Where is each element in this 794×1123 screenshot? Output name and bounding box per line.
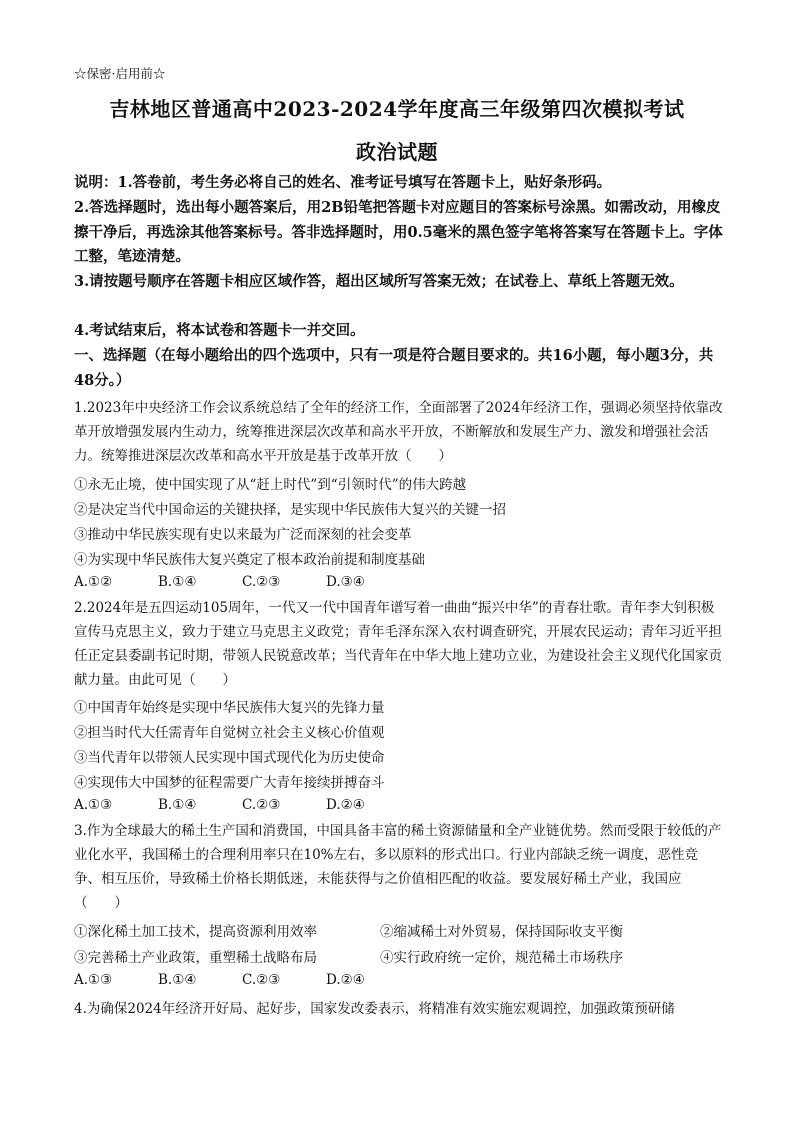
question-1-choices	[74, 574, 410, 590]
choice-a: A.①②	[74, 574, 113, 590]
section-heading: 一、选择题（在每小题给出的四个选项中，只有一项是符合题目要求的。共16小题，每小题3分，共48分。）	[74, 347, 714, 389]
question-3-item-4: ④实行政府统一定价，规范稀土市场秩序	[380, 950, 623, 966]
question-1-item-2: ②是决定当代中国命运的关键抉择，是实现中华民族伟大复兴的关键一招	[74, 502, 506, 518]
choice-c: C.②③	[242, 574, 281, 590]
choice-a: A.①③	[74, 797, 113, 813]
question-2-item-3: ③当代青年以带领人民实现中国式现代化为历史使命	[74, 750, 385, 766]
instruction-3: 3.请按题号顺序在答题卡相应区域作答，超出区域所写答案无效；在试卷上、草纸上答题无效。	[74, 273, 684, 290]
question-1-stem: 1.2023年中央经济工作会议系统总结了全年的经济工作，全面部署了2024年经济工作，强调必须坚持依靠改革开放增强发展内生动力，统筹推进深层次改革和高水平开放，不断解放和发展生产力、激发和增强社会活力。统筹推进深层次改革和高水平开放是基于改革开放（ ）	[74, 400, 723, 464]
instruction-2: 2.答选择题时，选出每小题答案后，用2B铅笔把答题卡对应题目的答案标号涂黑。如需改动，用橡皮擦干净后，再选涂其他答案标号。答非选择题时，用0.5毫米的黑色签字笔将答案写在答题卡上。字体工整，笔迹清楚。	[74, 199, 723, 265]
question-1-item-3: ③推动中华民族实现有史以来最为广泛而深刻的社会变革	[74, 527, 412, 543]
choice-c: C.②③	[242, 972, 281, 988]
question-2-item-1: ①中国青年始终是实现中华民族伟大复兴的先锋力量	[74, 700, 385, 716]
choice-d: D.②④	[326, 797, 365, 813]
choice-b: B.①④	[158, 797, 197, 813]
question-2-choices	[74, 797, 410, 813]
choice-c: C.②③	[242, 797, 281, 813]
question-1-item-1: ①永无止境，使中国实现了从“赶上时代”到“引领时代”的伟大跨越	[74, 477, 467, 493]
question-3-item-3: ③完善稀土产业政策，重塑稀土战略布局	[74, 950, 317, 966]
question-3-item-1: ①深化稀土加工技术，提高资源利用效率	[74, 924, 317, 940]
choice-b: B.①④	[158, 972, 197, 988]
question-3-choices	[74, 972, 410, 988]
question-2-stem: 2.2024年是五四运动105周年，一代又一代中国青年谱写着一曲曲“振兴中华”的青春壮歌。青年李大钊积极宣传马克思主义，致力于建立马克思主义政党；青年毛泽东深入农村调查研究，开展农民运动；青年习近平担任正定县委副书记时期，带领人民锐意改革；当代青年在中华大地上建功立业，为建设社会主义现代化国家贡献力量。由此可见（ ）	[74, 600, 722, 688]
question-2-item-2: ②担当时代大任需青年自觉树立社会主义核心价值观	[74, 725, 385, 741]
choice-d: D.②④	[326, 972, 365, 988]
question-4-stem: 4.为确保2024年经济开好局、起好步，国家发改委表示，将精准有效实施宏观调控，加强政策预研储	[74, 1001, 675, 1017]
instruction-1: 说明：1.答卷前，考生务必将自己的姓名、准考证号填写在答题卡上，贴好条形码。	[74, 174, 612, 191]
question-1-item-4: ④为实现中华民族伟大复兴奠定了根本政治前提和制度基础	[74, 552, 425, 568]
confidential-mark: ☆保密·启用前☆	[74, 66, 166, 81]
choice-d: D.③④	[326, 574, 365, 590]
instruction-4: 4.考试结束后，将本试卷和答题卡一并交回。	[74, 322, 365, 339]
question-2-item-4: ④实现伟大中国梦的征程需要广大青年接续拼搏奋斗	[74, 775, 385, 791]
exam-title: 吉林地区普通高中2023-2024学年度高三年级第四次模拟考试	[109, 97, 685, 121]
choice-b: B.①④	[158, 574, 197, 590]
question-3-item-2: ②缩减稀土对外贸易，保持国际收支平衡	[380, 924, 623, 940]
choice-a: A.①③	[74, 972, 113, 988]
question-3-stem: 3.作为全球最大的稀土生产国和消费国，中国具备丰富的稀土资源储量和全产业链优势。然而受限于较低的产业化水平，我国稀土的合理利用率只在10%左右，多以原料的形式出口。行业内部缺乏统一调度，恶性竞争、相互压价，导致稀土价格长期低迷，未能获得与之价值相匹配的收益。要发展好稀土产业，我国应（ ）	[74, 823, 722, 911]
exam-subject: 政治试题	[356, 140, 438, 164]
